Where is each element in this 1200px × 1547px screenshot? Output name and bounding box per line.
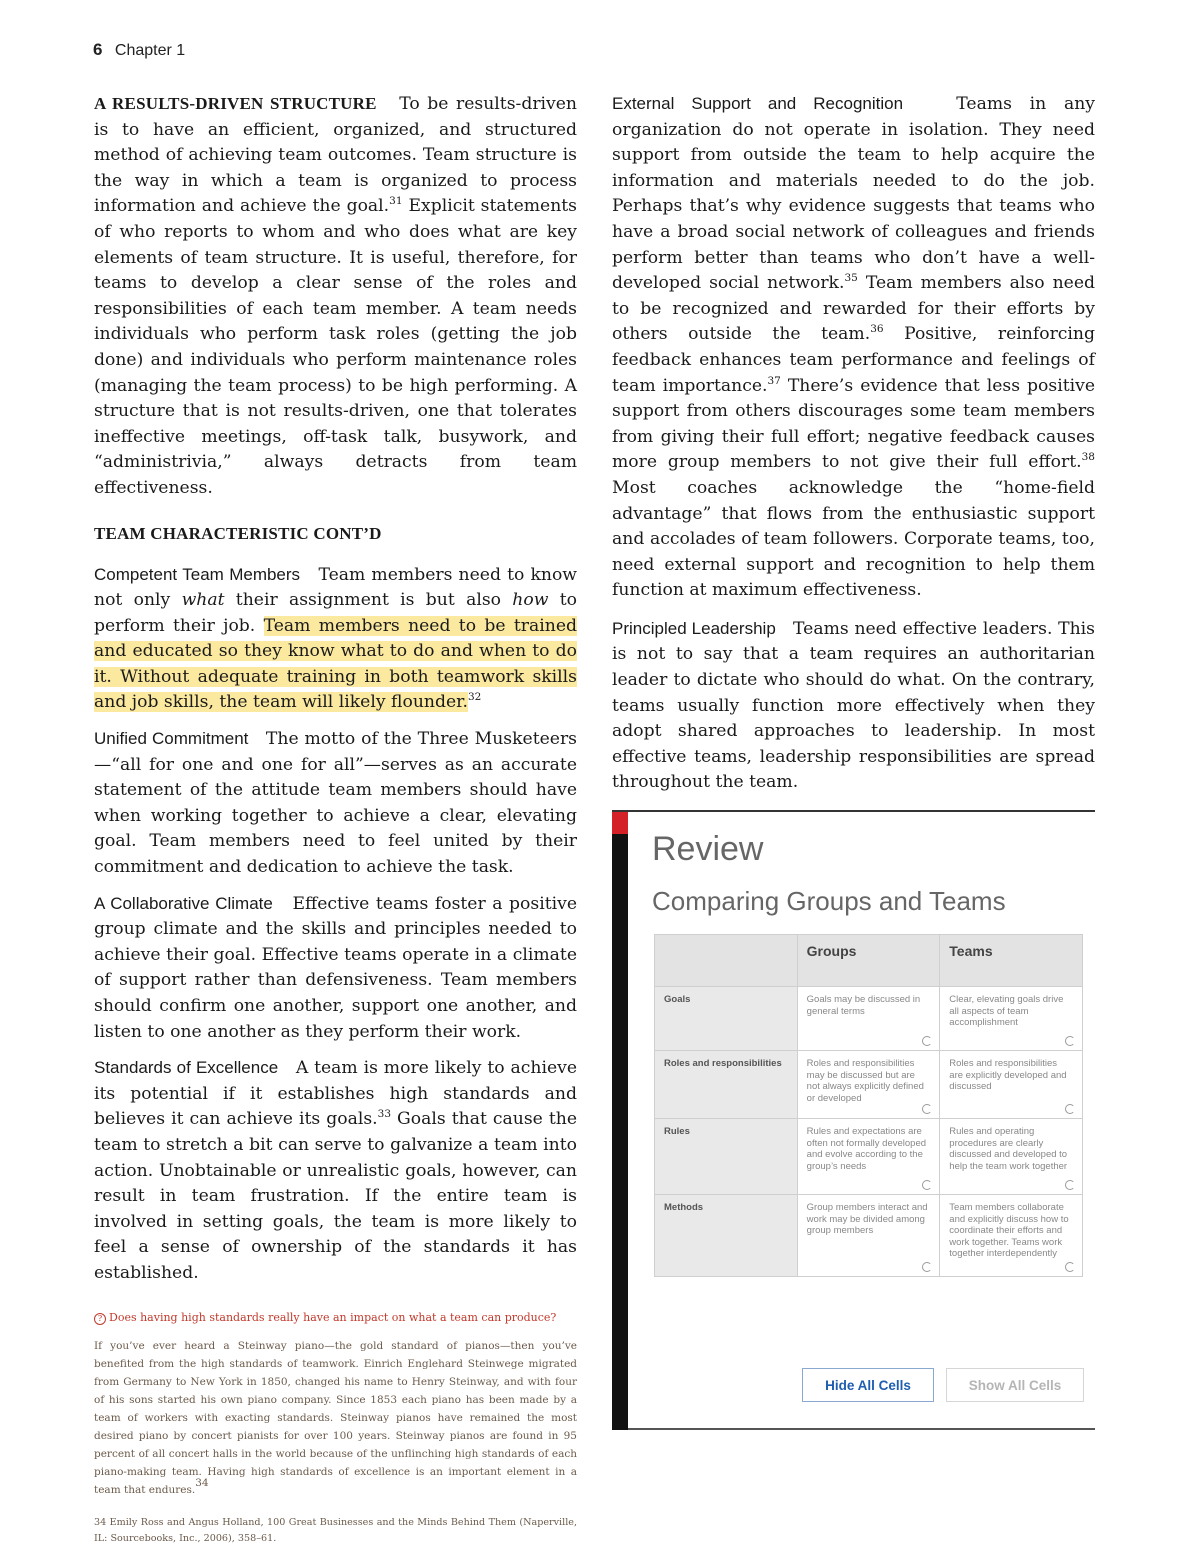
results-driven-paragraph	[94, 91, 577, 502]
panel-top-rule	[612, 810, 1095, 812]
paragraph-text: Effective teams foster a positive group climate and the skills and principles needed to achieve their goal. Effective teams operate in a climate of support rather than defensiveness. Team members should confirm one another, support one another, and listen to one another as they perform their work.	[94, 893, 577, 1042]
paragraph-text: To be results-driven is to have an efficient, organized, and structured method of achieving team outcomes. Team structure is the way in which a team is organized to process information and achieve the goal.	[94, 94, 577, 217]
cell-text: Team members collaborate and explicitly discuss how to coordinate their efforts and work together. Teams work together interdependently	[949, 1202, 1069, 1259]
note-question-text: Does having high standards really have an impact on what a team can produce?	[109, 1310, 557, 1324]
question-icon: ?	[94, 1313, 106, 1325]
footnote-ref[interactable]: 34	[195, 1476, 209, 1489]
competent-members-paragraph	[94, 562, 577, 717]
paragraph-text: Team members need to know not only	[94, 564, 578, 611]
panel-bottom-rule	[628, 1428, 1095, 1430]
collaborative-climate-paragraph	[94, 891, 577, 1046]
row-label: Methods	[655, 1195, 798, 1277]
column-header-teams: Teams	[940, 935, 1083, 987]
row-label: Goals	[655, 987, 798, 1051]
unified-commitment-heading: Unified Commitment	[94, 729, 249, 749]
footnote: 34 Emily Ross and Angus Holland, 100 Great Businesses and the Minds Behind Them (Naperville, IL: Sourcebooks, Inc., 2006), 358–61.	[94, 1516, 577, 1544]
paragraph-text: A team is more likely to achieve its potential if it establishes high standards and believes it can achieve its goals.	[94, 1058, 578, 1130]
table-cell[interactable]	[797, 1119, 940, 1195]
principled-leadership-heading: Principled Leadership	[612, 618, 776, 638]
footnote-ref[interactable]: 31	[389, 195, 403, 208]
refresh-icon[interactable]	[922, 1036, 932, 1046]
chapter-label: Chapter 1	[114, 42, 186, 59]
cell-text: Roles and responsibilities are explicitly developed and discussed	[949, 1058, 1067, 1092]
table-cell[interactable]	[940, 1051, 1083, 1119]
unified-commitment-paragraph	[94, 726, 577, 881]
paragraph-text: Teams in any organization do not operate in isolation. They need support from outside the team to help acquire the information and materials needed to do the job. Perhaps that’s why evidence suggests that teams who have a broad social network of colleagues and friends perform better than teams who don’t have a well-developed social network.	[612, 94, 1095, 294]
cell-text: Roles and responsibilities may be discussed but are not always explicitly defined or developed	[806, 1058, 924, 1104]
competent-members-heading: Competent Team Members	[94, 564, 301, 584]
corner-cell	[655, 935, 798, 987]
footnote-ref[interactable]: 33	[377, 1108, 392, 1121]
review-panel	[612, 810, 1095, 1430]
table-row	[655, 987, 1083, 1051]
table-row	[655, 1119, 1083, 1195]
external-support-heading: External Support and Recognition	[612, 94, 904, 113]
emphasis-text: how	[512, 590, 549, 611]
table-cell[interactable]	[797, 987, 940, 1051]
footnote-ref[interactable]: 35	[844, 272, 858, 285]
table-cell[interactable]	[940, 987, 1083, 1051]
refresh-icon[interactable]	[1065, 1262, 1075, 1272]
row-label: Rules	[655, 1119, 798, 1195]
footnote-ref[interactable]: 37	[767, 374, 781, 387]
paragraph-text: Explicit statements of who reports to whom and who does what are key elements of team structure. It is useful, therefore, for teams to develop a clear sense of the roles and responsibilities of each team member. A team needs individuals who perform task roles (getting the job done) and individuals who perform maintenance roles (managing the team process) to be high performing. A structure that is not results-driven, one that tolerates ineffective meetings, off-task talk, busywork, and “administrivia,” always detracts from team effectiveness.	[94, 196, 578, 498]
review-subtitle: Comparing Groups and Teams	[652, 886, 1006, 916]
column-header-groups: Groups	[797, 935, 940, 987]
highlighted-text[interactable]: Team members need to be trained and educated so they know what to do and when to do it. Without adequate training in both teamwork skills and job skills, the team will likely flounder.	[94, 615, 577, 713]
table-cell[interactable]	[797, 1051, 940, 1119]
section-title: TEAM CHARACTERISTIC CONT’D	[94, 523, 382, 543]
principled-leadership-paragraph	[612, 616, 1095, 796]
table-cell[interactable]	[940, 1195, 1083, 1277]
row-label: Roles and responsibilities	[655, 1051, 798, 1119]
paragraph-text: to perform their job.	[94, 590, 577, 636]
paragraph-text: Team members also need to be recognized and rewarded for their efforts by others outside the team.	[612, 273, 1095, 345]
footnote-ref[interactable]: 38	[1081, 451, 1095, 464]
cell-text: Goals may be discussed in general terms	[806, 994, 921, 1017]
note-body	[94, 1337, 577, 1499]
results-driven-heading: A RESULTS-DRIVEN STRUCTURE	[94, 94, 377, 113]
table-row	[655, 1051, 1083, 1119]
paragraph-text: There’s evidence that less positive support from others discourages some team members from giving their full effort; negative feedback causes more group members to not give their full effort.	[612, 375, 1095, 473]
cell-text: Clear, elevating goals drive all aspects of team accomplishment	[949, 994, 1064, 1028]
right-column	[612, 91, 1095, 806]
review-title: Review	[652, 830, 764, 868]
cell-text: Group members interact and work may be divided among group members	[806, 1202, 928, 1236]
left-column	[94, 91, 577, 1547]
margin-note	[94, 1309, 577, 1547]
collaborative-climate-heading: A Collaborative Climate	[94, 893, 273, 913]
paragraph-text: Goals that cause the team to stretch a bit can serve to galvanize a team into action. Unobtainable or unrealistic goals, however, can result in team frustration. If the entire team is involved in setting goals, the team is more likely to feel a sense of ownership of the standards it has established.	[94, 1109, 577, 1283]
note-question[interactable]	[94, 1309, 577, 1327]
paragraph-text: The motto of the Three Musketeers—“all for one and one for all”—serves as an accurate statement of the attitude team members should have when working together to achieve a clear, elevating goal. Team members need to feel united by their commitment and dedication to achieve the task.	[94, 729, 577, 878]
paragraph-text: Positive, reinforcing feedback enhances team performance and feelings of team importance.	[612, 324, 1095, 396]
footnote-ref[interactable]: 32	[467, 691, 482, 704]
refresh-icon[interactable]	[1065, 1104, 1075, 1114]
table-row	[655, 1195, 1083, 1277]
refresh-icon[interactable]	[1065, 1036, 1075, 1046]
panel-accent-bar	[612, 834, 628, 1430]
panel-accent-red	[612, 812, 628, 834]
page-number: 6	[93, 40, 103, 59]
paragraph-text: Most coaches acknowledge the “home-field advantage” that flows from the enthusiastic support and accolades of team followers. Corporate teams, too, need external support and recognition to help them function at maximum effectiveness.	[612, 477, 1095, 601]
cell-text: Rules and operating procedures are clearly discussed and developed to help the team work together	[949, 1126, 1068, 1172]
paragraph-text: Teams need effective leaders. This is not to say that a team requires an authoritarian leader to dictate who should do what. On the contrary, teams usually function more effectively when they adopt shared approaches to leadership. In most effective teams, leadership responsibilities are spread throughout the team.	[612, 618, 1096, 793]
page-header	[93, 40, 185, 60]
paragraph-text: their assignment is but also	[224, 590, 513, 611]
cell-text: Rules and expectations are often not formally developed and evolve according to the group’s needs	[806, 1126, 927, 1172]
refresh-icon[interactable]	[922, 1104, 932, 1114]
note-body-text: If you’ve ever heard a Steinway piano—the gold standard of pianos—then you’ve benefited from the high standards of teamwork. Einrich Englehard Steinwege migrated from Germany to New York in 1850, changed his name to Henry Steinway, and with four of his sons started his own piano company. Since 1853 each piano has been made by a team of workers with exacting standards. Steinway pianos have remained the most desired piano by concert pianists for over 100 years. Steinway pianos are found in 95 percent of all concert halls in the world because of the unflinching high standards of each piano-making team. Having high standards of excellence is an important element in a team that endures.	[94, 1339, 577, 1496]
refresh-icon[interactable]	[1065, 1180, 1075, 1190]
table-cell[interactable]	[797, 1195, 940, 1277]
comparison-table	[654, 934, 1083, 1277]
refresh-icon[interactable]	[922, 1180, 932, 1190]
refresh-icon[interactable]	[922, 1262, 932, 1272]
table-cell[interactable]	[940, 1119, 1083, 1195]
show-all-cells-button[interactable]: Show All Cells	[946, 1368, 1084, 1402]
footnote-ref[interactable]: 36	[870, 323, 884, 336]
external-support-paragraph	[612, 91, 1095, 604]
hide-all-cells-button[interactable]: Hide All Cells	[802, 1368, 934, 1402]
emphasis-text: what	[181, 590, 225, 611]
standards-paragraph	[94, 1055, 577, 1286]
standards-heading: Standards of Excellence	[94, 1058, 279, 1078]
